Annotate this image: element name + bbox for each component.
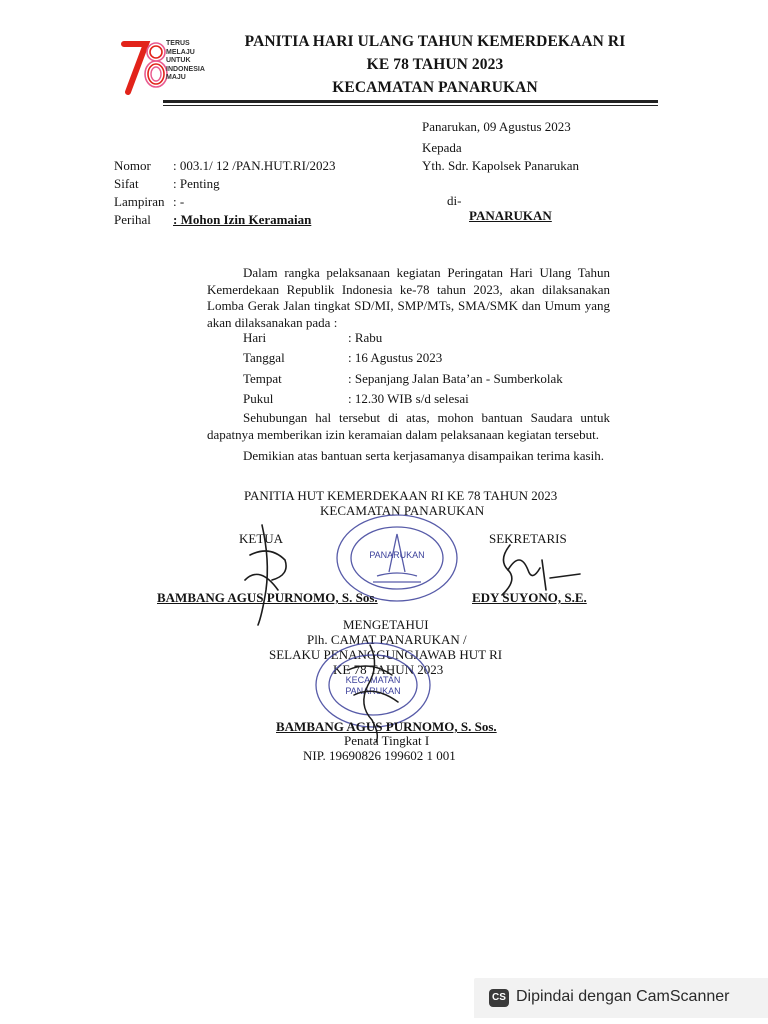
meta-label-lampiran: Lampiran	[114, 194, 165, 209]
meta-value-sifat: : Penting	[173, 176, 220, 191]
body-intro: Dalam rangka pelaksanaan kegiatan Peringatan Hari Ulang Tahun Kemerdekaan Republik Indonesia ke-78 tahun 2023, akan dilaksanakan Lomba Gerak Jalan tingkat SD/MI, SMP/MTs, SMA/SMK dan Umum yang akan dilaksanakan pada :	[207, 265, 610, 330]
camat-line-1: Plh. CAMAT PANARUKAN /	[307, 632, 467, 647]
kecamatan-stamp-text-1: KECAMATAN	[345, 675, 401, 685]
camat-line-3: KE 78 TAHUN 2023	[333, 662, 444, 677]
letterhead-line-1: PANITIA HARI ULANG TAHUN KEMERDEKAAN RI	[244, 33, 626, 50]
committee-stamp-text: PANARUKAN	[369, 550, 425, 560]
committee-line-1: PANITIA HUT KEMERDEKAAN RI KE 78 TAHUN 2023	[244, 488, 558, 503]
mengetahui-label: MENGETAHUI	[343, 617, 429, 632]
meta-value-nomor: : 003.1/ 12 /PAN.HUT.RI/2023	[173, 158, 336, 173]
body-paragraph-3: Demikian atas bantuan serta kerjasamanya disampaikan terima kasih.	[243, 448, 604, 463]
ketua-name: BAMBANG AGUS PURNOMO, S. Sos.	[157, 590, 378, 605]
logo-tagline-line: TERUS	[166, 40, 190, 47]
logo-tagline	[166, 40, 205, 83]
camscanner-label: Dipindai dengan CamScanner	[516, 988, 730, 1005]
addressee-name: Yth. Sdr. Kapolsek Panarukan	[422, 158, 580, 173]
camat-nip: NIP. 19690826 199602 1 001	[303, 748, 456, 763]
detail-label-hari: Hari	[243, 330, 267, 345]
camat-rank: Penata Tingkat I	[344, 733, 430, 748]
detail-value-tempat: : Sepanjang Jalan Bata’an - Sumberkolak	[348, 371, 563, 386]
letterhead-rule-thin	[163, 105, 658, 106]
meta-value-perihal: : Mohon Izin Keramaian	[173, 212, 312, 227]
letterhead-line-2: KE 78 TAHUN 2023	[366, 56, 504, 73]
meta-value-lampiran: : -	[173, 194, 185, 209]
logo-tagline-line: INDONESIA	[166, 65, 205, 73]
camat-line-2: SELAKU PENANGGUNGJAWAB HUT RI	[269, 647, 503, 662]
letter-page	[55, 0, 768, 970]
detail-value-hari: : Rabu	[348, 330, 383, 345]
sekretaris-name: EDY SUYONO, S.E.	[472, 590, 587, 605]
body-paragraph-2: Sehubungan hal tersebut di atas, mohon bantuan Saudara untuk dapatnya memberikan izin keramaian dalam pelaksanaan kegiatan tersebut.	[207, 410, 610, 442]
camat-name: BAMBANG AGUS PURNOMO, S. Sos.	[276, 719, 497, 734]
ketua-signature	[240, 520, 300, 630]
date-line: Panarukan, 09 Agustus 2023	[422, 119, 571, 134]
detail-label-pukul: Pukul	[243, 391, 274, 406]
camscanner-watermark	[474, 978, 768, 1018]
letterhead-line-3: KECAMATAN PANARUKAN	[332, 79, 538, 96]
detail-value-pukul: : 12.30 WIB s/d selesai	[348, 391, 469, 406]
addressee-kepada: Kepada	[422, 140, 462, 155]
letterhead-rule	[163, 100, 658, 103]
detail-label-tanggal: Tanggal	[243, 350, 285, 365]
sekretaris-title: SEKRETARIS	[489, 531, 567, 546]
logo-tagline-line: MELAJU	[166, 48, 195, 56]
addressee-di: di-	[447, 193, 462, 208]
meta-label-nomor: Nomor	[114, 158, 151, 173]
committee-line-2: KECAMATAN PANARUKAN	[320, 503, 485, 518]
detail-value-tanggal: : 16 Agustus 2023	[348, 350, 443, 365]
detail-label-tempat: Tempat	[243, 371, 282, 386]
logo-tagline-line: MAJU	[166, 74, 186, 81]
logo-tagline-line: UNTUK	[166, 57, 191, 64]
kecamatan-stamp-text-2: PANARUKAN	[345, 686, 401, 696]
camscanner-icon: CS	[489, 989, 509, 1007]
meta-label-sifat: Sifat	[114, 176, 139, 191]
addressee-place: PANARUKAN	[469, 208, 552, 223]
meta-label-perihal: Perihal	[114, 212, 151, 227]
ketua-title: KETUA	[239, 531, 284, 546]
